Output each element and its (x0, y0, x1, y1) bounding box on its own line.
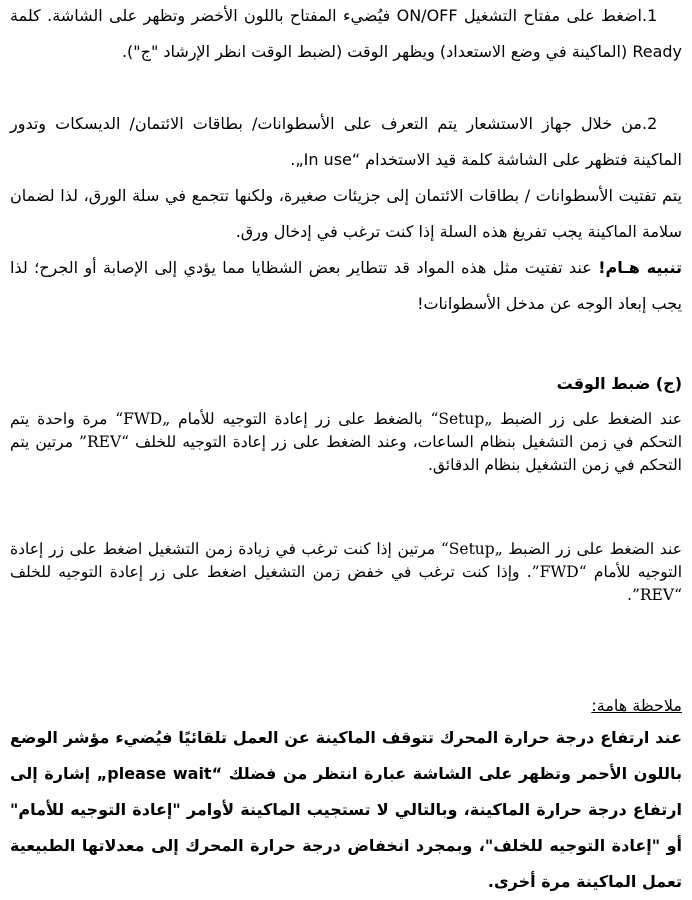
shred-paragraph-text: يتم تفتيت الأسطوانات / بطاقات الائتمان إلى جزيئات صغيرة، ولكنها تتجمع في سلة الورق، لذا لضمان سلامة الماكينة يجب تفريغ هذه السلة إذا كنت ترغب في إدخال ورق. (10, 186, 682, 241)
step-1-text: اضغط على مفتاح التشغيل ON/OFF فيُضيء المفتاح باللون الأخضر وتظهر على الشاشة. كلمة Ready (الماكينة في وضع الاستعداد) ويظهر الوقت (لضبط الوقت انظر الإرشاد "ج"). (10, 6, 682, 61)
time-paragraph-1-text: عند الضغط على زر الضبط „Setup“ بالضغط على زر إعادة التوجيه للأمام „FWD“ مرة واحدة يتم التحكم في زمن التشغيل بنظام الساعات، وعند الضغط على زر إعادة التوجيه للخلف “REV” مرتين يتم التحكم في زمن التشغيل بنظام الدقائق. (10, 410, 682, 474)
step-1-number: 1. (642, 6, 658, 25)
step-2-text: من خلال جهاز الاستشعار يتم التعرف على الأسطوانات/ بطاقات الائتمان/ الديسكات وتدور الماكينة فتظهر على الشاشة كلمة قيد الاستخدام “In use„. (10, 114, 682, 169)
note-heading: ملاحظة هامة: (591, 696, 682, 715)
step-2 (10, 106, 682, 178)
warning-text: عند تفتيت مثل هذه المواد قد تتطاير بعض الشظايا مما يؤدي إلى الإصابة أو الجرح؛ لذا يجب إبعاد الوجه عن مدخل الأسطوانات! (10, 258, 682, 313)
step-1 (10, 0, 682, 70)
warning-paragraph (10, 250, 682, 322)
note-heading-block (10, 694, 682, 717)
time-section-heading-block (10, 372, 682, 395)
note-paragraph-text: عند ارتفاع درجة حرارة المحرك تتوقف الماكينة عن العمل تلقائيًا فيُضيء مؤشر الوضع باللون الأحمر وتظهر على الشاشة عبارة انتظر من فضلك “please wait„ إشارة إلى ارتفاع درجة حرارة الماكينة، وبالتالي لا تستجيب الماكينة لأوامر "إعادة التوجيه للأمام" أو "إعادة التوجيه للخلف"، وبمجرد انخفاض درجة حرارة المحرك إلى معدلاتها الطبيعية تعمل الماكينة مرة أخرى. (10, 728, 682, 891)
shred-paragraph (10, 178, 682, 250)
time-section-heading: (ج) ضبط الوقت (556, 374, 682, 393)
time-paragraph-1 (10, 408, 682, 477)
time-paragraph-2-text: عند الضغط على زر الضبط „Setup“ مرتين إذا كنت ترغب في زيادة زمن التشغيل اضغط على زر إعادة التوجيه للأمام “FWD”. وإذا كنت ترغب في خفض زمن التشغيل اضغط على زر إعادة التوجيه للخلف “REV”. (10, 540, 683, 604)
step-2-number: 2. (642, 114, 658, 133)
warning-label: تنبيه هـام! (598, 258, 682, 277)
note-paragraph (10, 720, 682, 900)
time-paragraph-2 (10, 538, 682, 607)
